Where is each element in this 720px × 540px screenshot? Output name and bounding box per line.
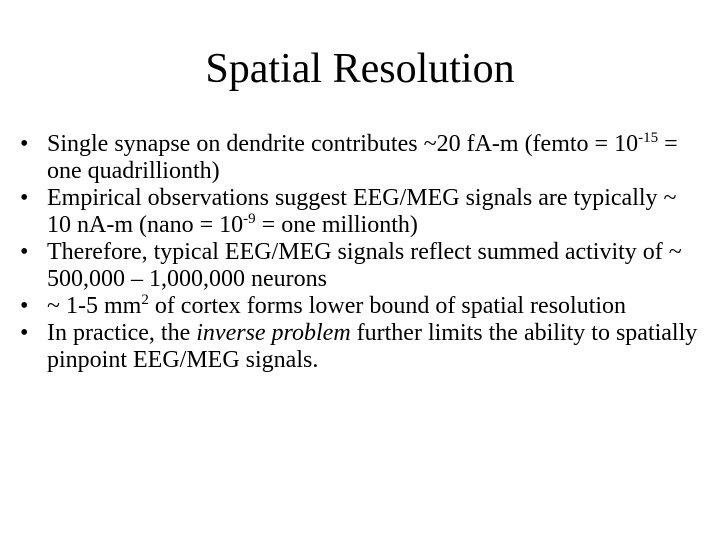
bullet-text-segment: Empirical observations suggest EEG/MEG signals are typically ~ 10 nA-m (nano = 10 <box>47 185 677 238</box>
bullet-text-segment: further limits the ability to spatially pinpoint EEG/MEG signals. <box>47 320 698 373</box>
emphasized-term: inverse problem <box>196 320 351 346</box>
bullet-text-segment: ~ 1-5 mm <box>47 293 142 319</box>
bullet-item <box>20 185 700 239</box>
bullet-item <box>20 131 700 185</box>
bullet-text <box>47 185 677 238</box>
bullet-text-segment: Single synapse on dendrite contributes ~20 fA-m (femto = 10 <box>47 131 639 157</box>
bullet-list <box>20 131 700 374</box>
bullet-text-segment: In practice, the <box>47 320 197 346</box>
bullet-marker: • <box>20 131 29 157</box>
bullet-text <box>47 293 626 319</box>
bullet-item <box>20 239 700 293</box>
superscript-exponent: -15 <box>638 130 659 146</box>
bullet-text-segment: Therefore, typical EEG/MEG signals reflect summed activity of ~ 500,000 – 1,000,000 neurons <box>47 239 682 292</box>
slide-title: Spatial Resolution <box>205 46 515 92</box>
bullet-text <box>47 131 678 184</box>
bullet-marker: • <box>20 320 29 346</box>
bullet-text <box>47 239 682 292</box>
bullet-text-segment: = one millionth) <box>255 212 418 238</box>
bullet-text-segment: = one quadrillionth) <box>47 131 678 184</box>
bullet-marker: • <box>20 293 29 319</box>
bullet-marker: • <box>20 239 29 265</box>
bullet-marker: • <box>20 185 29 211</box>
bullet-text <box>47 320 697 373</box>
superscript-exponent: 2 <box>141 292 149 308</box>
superscript-exponent: -9 <box>243 211 256 227</box>
bullet-item <box>20 293 700 320</box>
bullet-text-segment: of cortex forms lower bound of spatial resolution <box>148 293 627 319</box>
bullet-item <box>20 320 700 374</box>
